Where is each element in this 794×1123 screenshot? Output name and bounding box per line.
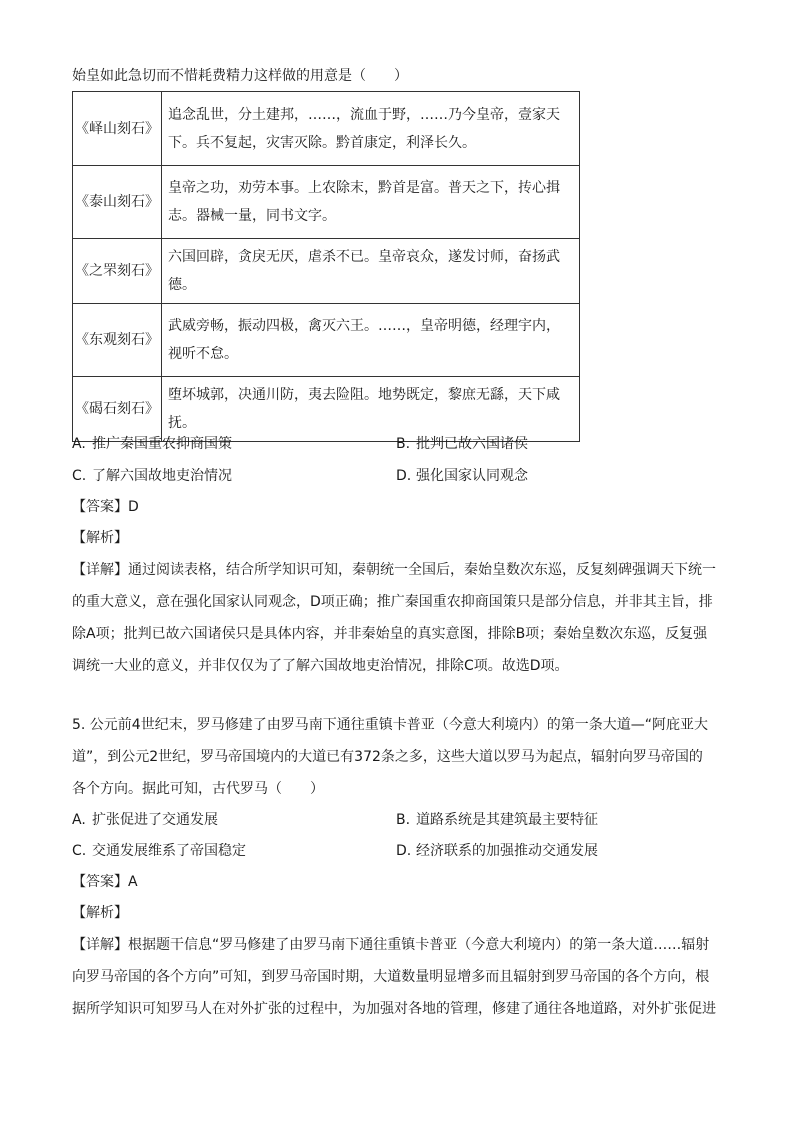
table-cell-text: 堕坏城郭，决通川防，夷去险阻。地势既定，黎庶无繇，天下咸抚。 (162, 377, 580, 442)
q5-option-a[interactable] (72, 810, 218, 830)
option-letter: C. (72, 468, 87, 484)
table-cell-text: 追念乱世，分土建邦，……，流血于野，……乃今皇帝，壹家天下。兵不复起，灾害灭除。黔首康定，利泽长久。 (162, 92, 580, 166)
q5-stem-line: 道”，到公元2世纪，罗马帝国境内的大道已有372条之多，这些大道以罗马为起点，辐射向罗马帝国的 (72, 749, 703, 765)
q4-option-d[interactable] (396, 466, 528, 486)
answer-value: A (128, 874, 138, 890)
table-cell-name: 《泰山刻石》 (73, 166, 162, 239)
option-text: 道路系统是其建筑最主要特征 (416, 812, 598, 828)
option-text: 推广秦国重农抑商国策 (92, 436, 232, 452)
q4-detail-line (72, 560, 716, 580)
option-text: 强化国家认同观念 (416, 468, 528, 484)
q4-detail-line: 调统一大业的意义，并非仅仅为了了解六国故地吏治情况，排除C项。故选D项。 (72, 658, 569, 674)
q4-answer (72, 497, 139, 517)
q4-analysis-label: 【解析】 (72, 530, 128, 546)
table-cell-text: 六国回辟，贪戾无厌，虐杀不已。皇帝哀众，遂发讨师，奋扬武德。 (162, 239, 580, 304)
q5-option-d[interactable] (396, 841, 598, 861)
q5-detail-line: 据所学知识可知罗马人在对外扩张的过程中，为加强对各地的管理，修建了通往各地道路，对外扩张促进 (72, 1001, 716, 1017)
option-letter: A. (72, 812, 86, 828)
table-row (73, 166, 580, 239)
table-cell-name: 《碣石刻石》 (73, 377, 162, 442)
table-cell-name: 《峄山刻石》 (73, 92, 162, 166)
q5-answer (72, 872, 138, 892)
detail-text: 通过阅读表格，结合所学知识可知，秦朝统一全国后，秦始皇数次东巡，反复刻碑强调天下统一 (128, 562, 716, 578)
table-row (73, 92, 580, 166)
option-text: 批判已故六国诸侯 (416, 436, 528, 452)
q4-option-b[interactable] (396, 434, 528, 454)
q5-option-b[interactable] (396, 810, 598, 830)
q5-analysis-label: 【解析】 (72, 905, 128, 921)
detail-label: 【详解】 (72, 562, 128, 578)
option-letter: B. (396, 436, 411, 452)
q4-detail-line: 除A项；批判已故六国诸侯只是具体内容，并非秦始皇的真实意图，排除B项；秦始皇数次东巡，反复强 (72, 626, 708, 642)
option-text: 了解六国故地吏治情况 (92, 468, 232, 484)
q4-stem: 始皇如此急切而不惜耗费精力这样做的用意是（ ） (72, 68, 408, 84)
answer-label: 【答案】 (72, 499, 128, 515)
option-text: 经济联系的加强推动交通发展 (416, 843, 598, 859)
option-letter: B. (396, 812, 411, 828)
q5-detail-line: 向罗马帝国的各个方向”可知，到罗马帝国时期，大道数量明显增多而且辐射到罗马帝国的各个方向，根 (72, 969, 710, 985)
table-row (73, 239, 580, 304)
table-cell-name: 《之罘刻石》 (73, 239, 162, 304)
q4-detail-line: 的重大意义，意在强化国家认同观念，D项正确；推广秦国重农抑商国策只是部分信息，并非其主旨，排 (72, 594, 713, 610)
answer-label: 【答案】 (72, 874, 128, 890)
option-letter: D. (396, 468, 412, 484)
q4-option-c[interactable] (72, 466, 232, 486)
answer-value: D (128, 499, 139, 515)
q4-option-a[interactable] (72, 434, 232, 454)
detail-label: 【详解】 (72, 937, 128, 953)
table-row (73, 304, 580, 377)
option-letter: D. (396, 843, 412, 859)
table-cell-text: 武威旁畅，振动四极，禽灭六王。……，皇帝明德，经理宇内，视听不怠。 (162, 304, 580, 377)
table-cell-name: 《东观刻石》 (73, 304, 162, 377)
option-letter: C. (72, 843, 87, 859)
table-cell-text: 皇帝之功，劝劳本事。上农除末，黔首是富。普天之下，抟心揖志。器械一量，同书文字。 (162, 166, 580, 239)
q5-detail-line (72, 935, 709, 955)
table-row (73, 377, 580, 442)
q5-option-c[interactable] (72, 841, 246, 861)
option-text: 交通发展维系了帝国稳定 (92, 843, 246, 859)
option-letter: A. (72, 436, 86, 452)
q5-stem-line: 5. 公元前4世纪末，罗马修建了由罗马南下通往重镇卡普亚（今意大利境内）的第一条大道—“阿庇亚大 (72, 717, 708, 733)
option-text: 扩张促进了交通发展 (92, 812, 218, 828)
q5-stem-line: 各个方向。据此可知，古代罗马（ ） (72, 781, 324, 797)
detail-text: 根据题干信息“罗马修建了由罗马南下通往重镇卡普亚（今意大利境内）的第一条大道……辐射 (128, 937, 710, 953)
inscription-table (72, 91, 580, 442)
